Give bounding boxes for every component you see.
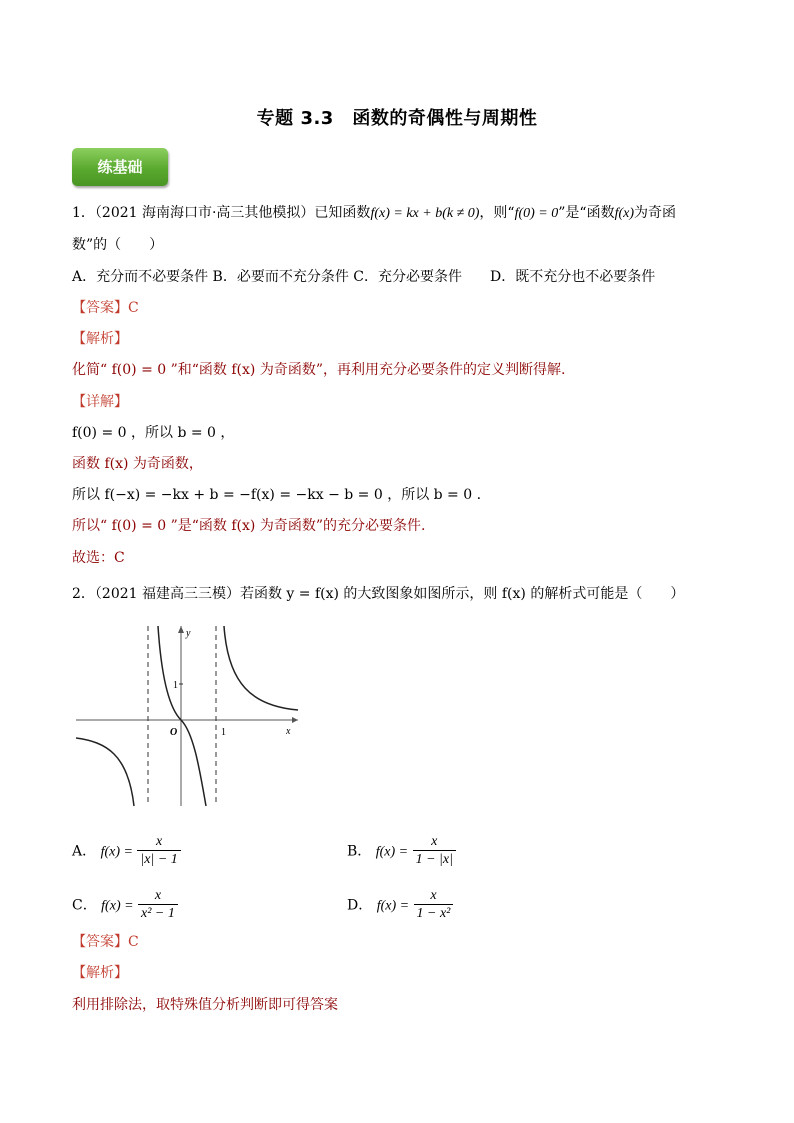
q2-option-b: [347, 834, 456, 869]
y-axis-arrow: [178, 626, 184, 633]
answer-label: 【答案】: [72, 300, 128, 316]
option-d-denominator: 1 − x²: [416, 906, 451, 921]
q1-condition: f(0) = 0: [514, 206, 559, 221]
page-title: 专题 3.3 函数的奇偶性与周期性: [256, 108, 538, 129]
x-axis-arrow: [292, 717, 298, 723]
option-c-lhs: f(x) =: [101, 898, 134, 914]
q2-option-d: [347, 888, 453, 923]
option-d-lhs: f(x) =: [376, 898, 410, 914]
option-c-fraction: [138, 888, 178, 923]
q2-answer-label: 【答案】: [72, 934, 128, 950]
option-c-label: C．: [72, 897, 97, 914]
q1-stem-line2: 数”的（ ）: [72, 237, 164, 253]
option-b-denominator: 1 − |x|: [415, 852, 453, 867]
y-axis-label: y: [186, 628, 191, 639]
curve-middle-branch: [158, 626, 206, 806]
option-c-numerator: x: [138, 888, 178, 905]
q1-fx: f(x): [614, 206, 635, 221]
option-d-label: D．: [347, 897, 373, 914]
option-a-numerator: x: [137, 834, 180, 851]
q1-analysis: 化简“ f(0) = 0 ”和“函数 f(x) 为奇函数”，再利用充分必要条件的定义判断得解.: [72, 362, 566, 378]
q1-detail-2: 函数 f(x) 为奇函数，: [72, 456, 203, 472]
q1-stem-prefix: 1．（2021 海南海口市·高三其他模拟）已知函数: [72, 205, 371, 221]
q1-detail-4: 所以“ f(0) = 0 ”是“函数 f(x) 为奇函数”的充分必要条件.: [72, 518, 426, 534]
option-b-label: B．: [347, 843, 372, 860]
detail-label: 【详解】: [72, 394, 128, 410]
x-axis-label: x: [286, 726, 291, 737]
q2-option-a: [72, 834, 181, 869]
q2-stem: 2．（2021 福建高三三模）若函数 y = f(x) 的大致图象如图所示，则 f(x) 的解析式可能是（ ）: [72, 586, 685, 602]
x-tick-label: 1: [221, 727, 226, 738]
option-b-lhs: f(x) =: [375, 844, 409, 860]
q1-stem-line1: [72, 203, 676, 224]
curve-left-branch: [76, 738, 134, 806]
q2-analysis: 利用排除法，取特殊值分析判断即可得答案: [72, 997, 338, 1013]
y-tick-label: 1: [173, 680, 178, 691]
option-a-label: A．: [72, 843, 97, 860]
option-a-fraction: [137, 834, 180, 869]
option-d-fraction: [414, 888, 454, 923]
section-badge: 练基础: [72, 148, 168, 186]
q1-detail-1: f(0) = 0 ，所以 b = 0 ，: [72, 425, 235, 441]
option-b-numerator: x: [413, 834, 456, 851]
q2-answer-value: C: [128, 934, 139, 950]
option-d-numerator: x: [414, 888, 454, 905]
q1-conclusion: 故选：C: [72, 550, 125, 566]
q1-stem-mid: ，则“: [479, 205, 515, 221]
origin-label: O: [170, 727, 178, 738]
option-a-denominator: |x| − 1: [140, 852, 178, 867]
analysis-label: 【解析】: [72, 331, 128, 347]
option-b-fraction: [413, 834, 456, 869]
q1-function: f(x) = kx + b(k ≠ 0): [370, 206, 480, 221]
function-graph: [76, 622, 300, 808]
q1-detail-3: 所以 f(−x) = −kx + b = −f(x) = −kx − b = 0 ，所以 b = 0 .: [72, 487, 482, 503]
option-a-lhs: f(x) =: [100, 844, 133, 860]
option-c-denominator: x² − 1: [141, 906, 175, 921]
q2-option-c: [72, 888, 178, 923]
q1-stem-end: 为奇函: [634, 205, 677, 221]
q1-stem-mid2: ”是“函数: [558, 205, 615, 221]
q1-answer: [72, 298, 139, 318]
q2-answer: [72, 932, 139, 952]
q2-analysis-label: 【解析】: [72, 965, 128, 981]
curve-right-branch: [224, 626, 298, 710]
q1-options: A．充分而不必要条件 B．必要而不充分条件 C．充分必要条件 D．既不充分也不必要条件: [72, 269, 656, 285]
answer-value: C: [128, 300, 139, 316]
